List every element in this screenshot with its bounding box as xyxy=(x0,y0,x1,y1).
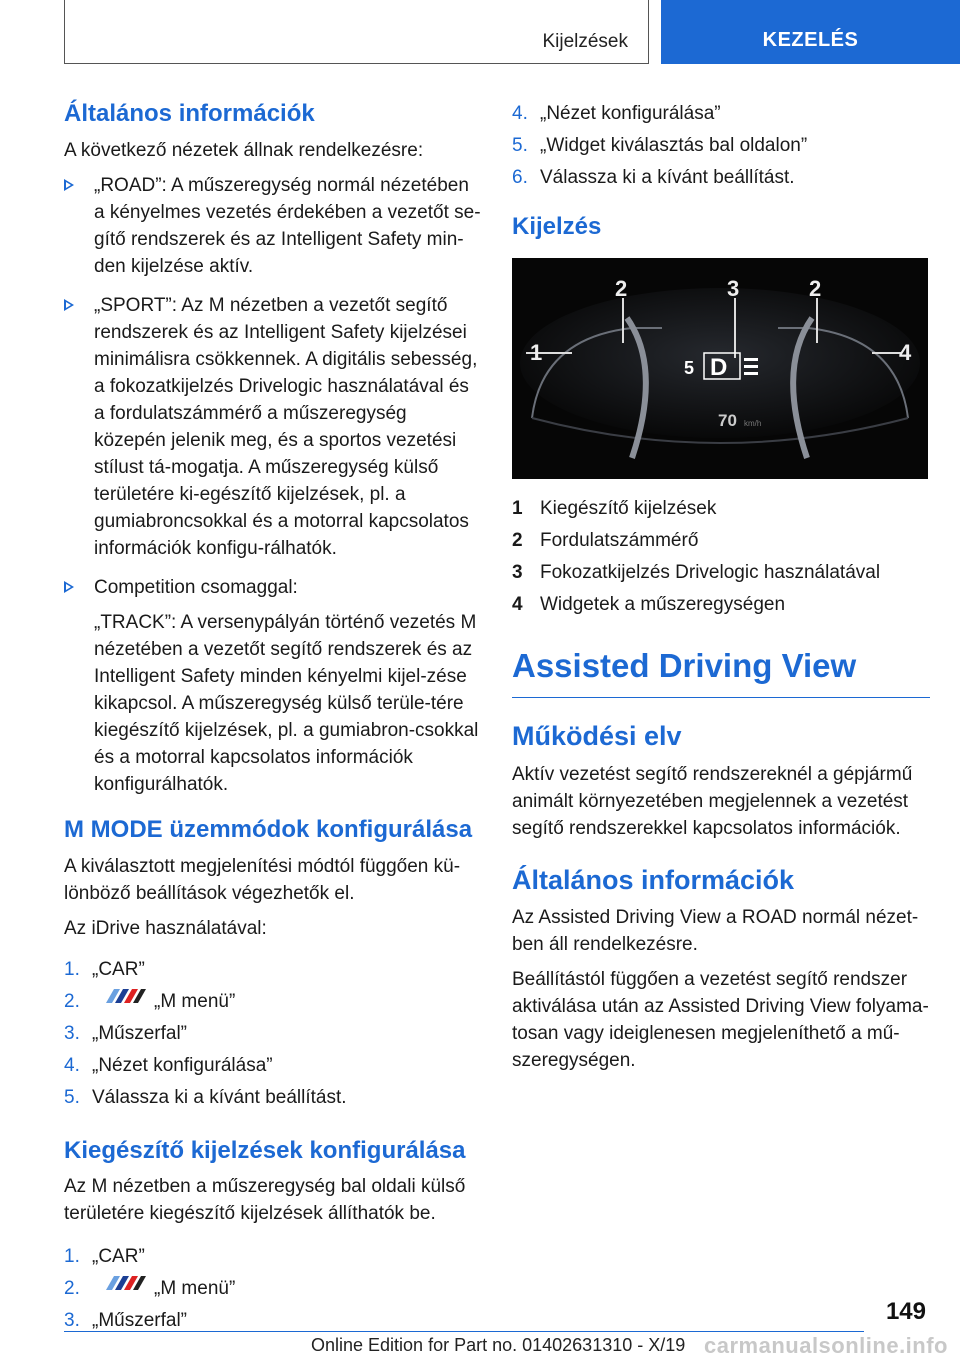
mmode-steps-continued xyxy=(512,100,930,191)
step-number: 1. xyxy=(64,958,80,980)
step-text: „M menü” xyxy=(154,1278,236,1300)
extra-displays-intro: Az M nézetben a műszeregység bal oldali külső területére kiegészítő kijelzések állíthatók be. xyxy=(64,1176,466,1225)
step-item xyxy=(64,1084,482,1111)
step-item xyxy=(64,1020,482,1047)
bullet-triangle-icon xyxy=(64,179,74,191)
general-info-heading: Általános információk xyxy=(64,100,315,127)
general-info-p1: Az Assisted Driving View a ROAD normál nézet-ben áll rendelkezésre. xyxy=(512,907,919,956)
step-number: 5. xyxy=(64,1086,80,1108)
instrument-cluster-image xyxy=(512,258,928,479)
mmode-intro: A kiválasztott megjelenítési módtól függően kü-lönböző beállítások végezhetők el. xyxy=(64,855,461,904)
callout-1: 1 xyxy=(530,339,543,365)
general-info-heading-2: Általános információk xyxy=(512,864,795,895)
m-logo-icon xyxy=(100,1275,146,1291)
callout-3: 3 xyxy=(727,275,740,301)
legend-number: 3 xyxy=(512,561,523,583)
general-info-intro: A következő nézetek állnak rendelkezésre: xyxy=(64,139,424,161)
bullet-text: „ROAD”: A műszeregység normál nézetében a kényelmes vezetés érdekében a vezetőt se-gítő rendszerek és az Intelligent Safety min-den kijelzése aktív. xyxy=(94,174,481,277)
legend-item xyxy=(512,559,930,586)
legend-number: 1 xyxy=(512,497,523,519)
instrument-cluster-figure xyxy=(512,258,928,479)
display-heading: Kijelzés xyxy=(512,213,602,240)
view-modes-list xyxy=(64,172,482,798)
step-text: „Nézet konfigurálása” xyxy=(540,103,721,124)
step-number: 3. xyxy=(64,1022,80,1044)
callout-2-left: 2 xyxy=(615,275,628,301)
speed-unit: km/h xyxy=(744,418,762,428)
step-text: „CAR” xyxy=(92,1246,145,1268)
speed-value: 70 xyxy=(718,410,737,430)
callout-2-right: 2 xyxy=(809,275,822,301)
right-column xyxy=(512,100,930,1082)
step-number: 4. xyxy=(512,103,528,124)
extra-displays-steps xyxy=(64,1243,482,1334)
step-item xyxy=(512,100,930,127)
list-item xyxy=(64,292,482,562)
footer-watermark: carmanualsonline.info xyxy=(704,1333,948,1358)
mmode-steps xyxy=(64,956,482,1111)
step-number: 3. xyxy=(64,1310,80,1332)
step-item xyxy=(64,1243,482,1270)
mmode-idrive-text: Az iDrive használatával: xyxy=(64,917,267,939)
step-text: „Widget kiválasztás bal oldalon” xyxy=(540,135,808,156)
step-text: „Műszerfal” xyxy=(92,1022,188,1044)
legend-text: Fokozatkijelzés Drivelogic használatával xyxy=(540,561,881,583)
step-number: 2. xyxy=(64,990,80,1012)
step-text: Válassza ki a kívánt beállítást. xyxy=(540,167,795,188)
bullet-text: Competition csomaggal: xyxy=(94,576,298,598)
principle-heading: Működési elv xyxy=(512,721,682,752)
list-item xyxy=(64,172,482,280)
general-info-p2: Beállítástól függően a vezetést segítő rendszer aktiválása után az Assisted Driving View folyama-tosan vagy ideiglenesen megjeleníthető a mű-szeregységen. xyxy=(512,969,929,1072)
principle-text: Aktív vezetést segítő rendszereknél a gépjármű animált környezetében megjelennek a vezetést segítő rendszerekkel kapcsolatos információk. xyxy=(512,763,913,839)
step-item xyxy=(64,1052,482,1079)
step-item xyxy=(512,164,930,191)
step-number: 2. xyxy=(64,1278,80,1300)
extra-displays-heading: Kiegészítő kijelzések konfigurálása xyxy=(64,1136,466,1164)
left-column xyxy=(64,100,482,1352)
legend-item xyxy=(512,591,930,618)
legend-item xyxy=(512,495,930,522)
page-number: 149 xyxy=(885,1298,926,1325)
step-text: Válassza ki a kívánt beállítást. xyxy=(92,1086,347,1108)
callout-4: 4 xyxy=(899,339,912,365)
track-mode-text: „TRACK”: A versenypályán történő vezetés M nézetében a vezetőt segítő rendszerek és az Intelligent Safety minden kényelmi kijel-zése kikapcsol. A műszeregység külső terüle-tére kiegészítő kijelzések, pl. a gumiabron-csokkal és a motorral kapcsolatos információk konfigurálhatók. xyxy=(94,611,479,795)
step-text: „Műszerfal” xyxy=(92,1310,188,1332)
figure-legend xyxy=(512,495,930,618)
list-item xyxy=(64,574,482,798)
step-item xyxy=(64,1275,482,1302)
legend-text: Kiegészítő kijelzések xyxy=(540,497,717,519)
step-number: 5. xyxy=(512,135,528,156)
step-number: 6. xyxy=(512,167,528,188)
assisted-driving-view-heading: Assisted Driving View xyxy=(512,646,930,699)
m-logo-icon xyxy=(100,988,146,1004)
mmode-heading: M MODE üzemmódok konfigurálása xyxy=(64,815,473,843)
header-section-box xyxy=(64,0,649,64)
step-number: 4. xyxy=(64,1054,80,1076)
step-text: „Nézet konfigurálása” xyxy=(92,1054,273,1076)
header-chapter-tab: KEZELÉS xyxy=(661,0,960,64)
step-text: „CAR” xyxy=(92,958,145,980)
header-section-title: Kijelzések xyxy=(542,31,628,52)
step-text: „M menü” xyxy=(154,990,236,1012)
legend-item xyxy=(512,527,930,554)
gear-letter: D xyxy=(710,353,728,381)
step-item xyxy=(512,132,930,159)
bullet-triangle-icon xyxy=(64,299,74,311)
legend-number: 4 xyxy=(512,593,523,615)
footer-edition-text: Online Edition for Part no. 01402631310 - X/19 xyxy=(311,1335,686,1355)
step-item xyxy=(64,988,482,1015)
legend-number: 2 xyxy=(512,529,523,551)
gear-prefix: 5 xyxy=(684,357,695,378)
bullet-text: „SPORT”: Az M nézetben a vezetőt segítő rendszerek és az Intelligent Safety kijelzései minimálisra csökkennek. A digitális sebesség, a fokozatkijelzés Drivelogic használatával és a fordulatszámmérő a műszeregység közepén jelenik meg, és a sportos vezetési stílust tá-mogatja. A műszeregység külső területére ki-egészítő kijelzések, pl. a gumiabroncsokkal és a motorral kapcsolatos információk konfigu-rálhatók. xyxy=(94,294,478,559)
footer-divider xyxy=(64,1331,864,1332)
legend-text: Fordulatszámmérő xyxy=(540,529,699,551)
legend-text: Widgetek a műszeregységen xyxy=(540,593,786,615)
step-number: 1. xyxy=(64,1246,80,1268)
bullet-triangle-icon xyxy=(64,581,74,593)
step-item xyxy=(64,956,482,983)
